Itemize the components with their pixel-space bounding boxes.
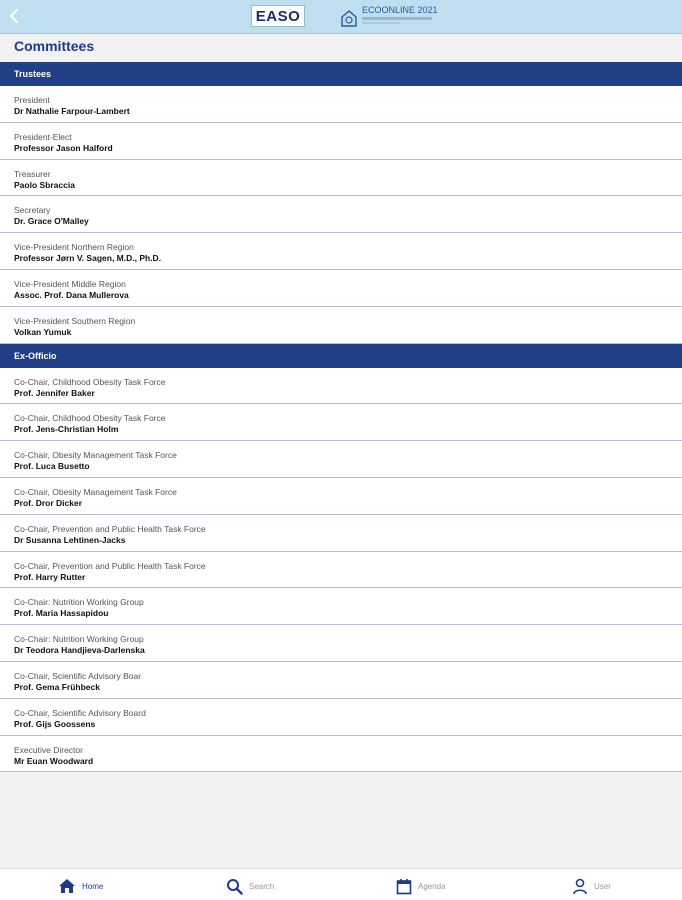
member-role: Vice-President Middle Region	[14, 278, 126, 289]
member-name: Assoc. Prof. Dana Mullerova	[14, 289, 129, 300]
member-role: Vice-President Northern Region	[14, 242, 134, 253]
member-role: Secretary	[14, 205, 51, 216]
search-icon	[226, 878, 243, 895]
member-name: Dr. Grace O'Malley	[14, 216, 89, 227]
committee-member-row[interactable]	[0, 368, 682, 405]
tab-agenda[interactable]	[396, 876, 446, 896]
member-role: Treasurer	[14, 168, 51, 179]
member-name: Prof. Jens-Christian Holm	[14, 424, 119, 435]
member-name: Prof. Gijs Goossens	[14, 718, 96, 729]
member-name: Dr Susanna Lehtinen-Jacks	[14, 534, 126, 545]
user-icon	[572, 878, 588, 895]
member-role: Co-Chair, Scientific Advisory Board	[14, 707, 146, 718]
member-name: Volkan Yumuk	[14, 326, 72, 337]
house-globe-icon	[340, 8, 358, 28]
member-name: Prof. Luca Busetto	[14, 461, 90, 472]
committee-member-row[interactable]	[0, 233, 682, 270]
member-name: Paolo Sbraccia	[14, 179, 75, 190]
event-logo-text: ECOONLINE 2021	[362, 5, 438, 15]
member-role: Co-Chair, Obesity Management Task Force	[14, 486, 177, 497]
committee-member-row[interactable]	[0, 662, 682, 699]
tab-home[interactable]	[58, 876, 103, 896]
committee-member-row[interactable]	[0, 552, 682, 589]
member-role: Co-Chair, Obesity Management Task Force	[14, 450, 177, 461]
event-logo	[340, 4, 436, 28]
member-role: Vice-President Southern Region	[14, 315, 136, 326]
member-name: Prof. Maria Hassapidou	[14, 608, 109, 619]
tab-user-label: User	[594, 881, 611, 891]
member-name: Prof. Jennifer Baker	[14, 387, 95, 398]
tab-home-label: Home	[82, 881, 104, 891]
member-name: Dr Nathalie Farpour-Lambert	[14, 106, 130, 116]
event-logo-date	[362, 22, 400, 24]
committee-member-row[interactable]	[0, 699, 682, 736]
home-icon	[58, 878, 76, 894]
committee-member-row[interactable]	[0, 441, 682, 478]
top-bar	[0, 0, 682, 34]
committee-member-row[interactable]	[0, 270, 682, 307]
member-name: Prof. Dror Dicker	[14, 497, 83, 508]
committee-member-row[interactable]	[0, 196, 682, 233]
committee-member-row[interactable]	[0, 404, 682, 441]
tab-search[interactable]	[226, 876, 274, 896]
committee-member-row[interactable]	[0, 478, 682, 515]
member-role: Co-Chair: Nutrition Working Group	[14, 634, 144, 645]
tab-bar	[0, 868, 682, 900]
member-name: Professor Jørn V. Sagen, M.D., Ph.D.	[14, 253, 162, 264]
easo-logo	[251, 5, 305, 27]
member-role: Co-Chair, Prevention and Public Health Task Force	[14, 560, 206, 571]
committee-member-row[interactable]	[0, 123, 682, 160]
committee-member-row[interactable]	[0, 160, 682, 197]
chevron-left-icon	[9, 8, 19, 24]
tab-search-label: Search	[249, 881, 275, 891]
member-name: Dr Teodora Handjieva-Darlenska	[14, 645, 145, 656]
committee-member-row[interactable]	[0, 86, 682, 123]
committee-member-row[interactable]	[0, 625, 682, 662]
calendar-icon	[396, 878, 412, 895]
member-name: Professor Jason Halford	[14, 142, 113, 153]
section-header: Ex-Officio	[0, 344, 682, 368]
member-role: Co-Chair, Childhood Obesity Task Force	[14, 376, 166, 387]
tab-user[interactable]	[572, 876, 611, 896]
member-role: President	[14, 95, 50, 105]
member-role: Co-Chair, Childhood Obesity Task Force	[14, 413, 166, 424]
tab-agenda-label: Agenda	[418, 881, 446, 891]
member-role: Co-Chair: Nutrition Working Group	[14, 597, 144, 608]
member-role: Co-Chair, Prevention and Public Health Task Force	[14, 523, 206, 534]
committee-list	[0, 62, 682, 772]
member-name: Prof. Gema Frühbeck	[14, 681, 100, 692]
committee-member-row[interactable]	[0, 588, 682, 625]
page-title: Committees	[14, 38, 95, 54]
event-logo-tagline	[362, 17, 432, 20]
member-name: Prof. Harry Rutter	[14, 571, 86, 582]
easo-logo-text: EASO	[255, 7, 301, 25]
committee-member-row[interactable]	[0, 307, 682, 344]
section-header: Trustees	[0, 62, 682, 86]
member-role: Co-Chair, Scientific Advisory Boar	[14, 670, 142, 681]
member-name: Mr Euan Woodward	[14, 755, 94, 766]
member-role: President-Elect	[14, 131, 72, 142]
committee-member-row[interactable]	[0, 736, 682, 773]
member-role: Executive Director	[14, 744, 83, 755]
back-button[interactable]	[4, 4, 24, 28]
committee-member-row[interactable]	[0, 515, 682, 552]
